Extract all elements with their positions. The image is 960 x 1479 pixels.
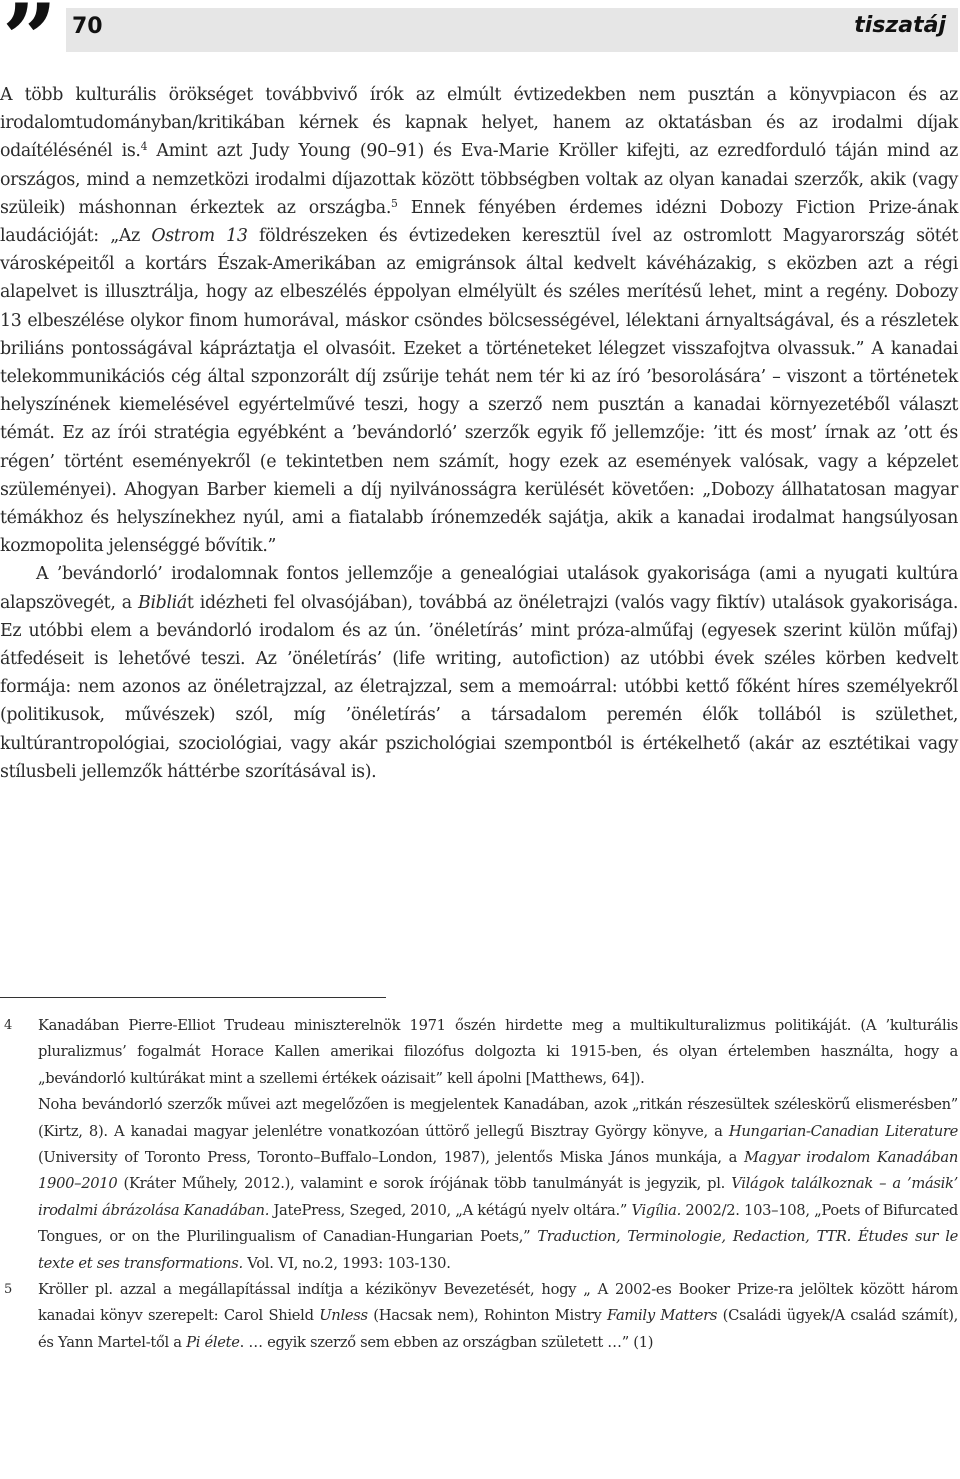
header-bar [66,8,958,52]
italic-title: Traduction, Terminologie, Redaction, TTR. Études sur le texte et ses transformations. [38,1228,958,1272]
paragraph-1 [0,81,958,560]
italic-title: Világok találkoznak – a ’másik’ irodalmi ábrázolása Kanadában. [38,1175,959,1219]
page-number: 70 [72,14,103,39]
italic-title: Magyar irodalom Kanadában 1900–2010 [38,1149,958,1193]
text-run: . … egyik szerző sem ebben az országban született …” (1) [239,1333,654,1351]
text-run: Vol. VI, no.2, 1993: 103-130. [242,1254,451,1272]
text-run: JatePress, Szeged, 2010, „A kétágú nyelv oltára.” [269,1201,632,1219]
text-run: Amint azt Judy Young (90–91) és Eva-Marie Kröller kifejti, az ezredforduló táján mind az országos, mind a nemzetközi irodalmi díjazottak között többségben voltak az olyan kanadai szerzők, akik (vagy szüleik) máshonnan érkeztek az országba. [0,141,958,218]
text-run: A ’bevándorló’ irodalomnak fontos jellemzője a genealógiai utalások gyakorisága (ami a nyugati kultúra alapszövegét, a [0,564,958,613]
main-text [0,81,958,786]
text-run: A több kulturális örökséget továbbvivő írók az elmúlt évtizedekben nem pusztán a könyvpiacon és az irodalomtudományban/kritikában kérnek és kapnak helyet, hanem az oktatásban és az irodalmi díjak odaítélésénél is. [0,85,958,162]
footnote-5 [0,1277,958,1356]
italic-title: Bibliá [138,592,187,613]
text-run: (University of Toronto Press, Toronto–Buffalo–London, 1987), jelentős Miska János munkája, a [38,1149,744,1167]
italic-title: Ostrom 13 [151,226,248,247]
text-run: t idézheti fel olvasójában), továbbá az önéletrajzi (valós vagy fiktív) utalások gyakorisága. Ez utóbbi elem a bevándorló irodalom és az ún. ’önéletírás’ mint próza-alműfaj (egyesek szerint külön műfaj) átfedéseit is lehetővé teszi. Az ’önéletírás’ (life writing, autofiction) az utóbbi évek széles körben kedvelt formája: nem azonos az önéletrajzzal, az életrajzzal, sem a memoárral: utóbbi kettő főként híres személyekről (politikusok, művészek) szól, míg ’önéletírás’ a társadalom peremén élők tollából is születhet, kultúrantropológiai, szociológiai, vagy akár pszichológiai szempontból is értékelhető (akár az esztétikai vagy stílusbeli jellemzők háttérbe szorításával is). [0,592,958,782]
paragraph-2 [0,560,958,786]
text-run: földrészeken és évtizedeken keresztül ível az ostromlott Magyarország sötét városképeitől a kortárs Észak-Amerikában az emigránsok által kedvelt kávéházakig, s eközben azt a régi alapelvet is illusztrálja, hogy az elbeszélés éppolyan elmélyült és széles merítésű lehet, mint a regény. Dobozy 13 elbeszélése olykor finom humorával, máskor csöndes bölcsességével, lélektani árnyaltságával, és a részletek briliáns pontosságával kápráztatja el olvasóit. Ezeket a történeteket lélegzet visszafojtva olvassuk.” A kanadai telekommunikációs cég által szponzorált díj zsűrije tehát nem tér ki az író ’besorolására’ – viszont a történetek helyszínének kiemelésével egyértelművé teszi, hogy a szerző nem pusztán a kanadai környezetéből választ témát. Ez az írói stratégia egyébként a ’bevándorló’ szerzők egyik fő jellemzője: ’itt és most’ írnak az ’ott és régen’ történt eseményekről (e tekintetben nem számít, hogy ezek az események valósak, vagy a képzelet szüleményei). Ahogyan Barber kiemeli a díj nyilvánosságra kerülését követően: „Dobozy állhatatosan magyar témákhoz és helyszínekhez nyúl, ami a fiatalabb írónemzedék sajátja, akik a kanadai irodalmat hangsúlyosan kozmopolita jelenséggé bővítik.” [0,226,958,557]
text-run: Kanadában Pierre-Elliot Trudeau miniszterelnök 1971 őszén hirdette meg a multikulturalizmus politikáját. (A ’kulturális pluralizmus’ fogalmát Horace Kallen amerikai filozófus dolgozta ki 1915-ben, és olyan értelemben használta, hogy a „bevándorló kultúrákat mint a szellemi értékek oázisait” kell ápolni [Matthews, 64]). [38,1017,958,1087]
text-run: (Hacsak nem), Rohinton Mistry [367,1307,608,1325]
footnote-4-text-b [38,1092,958,1277]
page-header [0,0,960,96]
italic-title: Vigília. [631,1201,682,1219]
italic-title: Hungarian-Canadian Literature [728,1122,958,1140]
footnote-ref-4[interactable]: 4 [140,140,148,154]
footnotes [0,1013,958,1356]
footnote-5-text [38,1277,958,1356]
italic-title: Unless [319,1307,368,1325]
text-run: Kröller pl. azzal a megállapítással indítja a kézikönyv Bevezetését, hogy „ A 2002-es Booker Prize-ra jelöltek között három kanadai könyv szerepelt: Carol Shield [38,1281,958,1325]
footnote-divider [0,997,386,998]
text-run: Noha bevándorló szerzők művei azt megelőzően is megjelentek Kanadában, azok „ritkán részesültek széleskörű elismerésben” (Kirtz, 8). A kanadai magyar jelenlétre vonatkozóan úttörő jellegű Bisztray György könyve, a [38,1096,958,1140]
footnote-number: 4 [4,1018,12,1033]
text-run: (Családi ügyek/A család számít), és Yann Martel-től a [38,1307,959,1351]
decorative-quote-icon: ” [2,0,58,96]
text-run: Ennek fényében érdemes idézni Dobozy Fiction Prize-ának laudációját: „Az [0,197,959,247]
journal-title: tiszatáj [854,13,946,38]
text-run: 2002/2. 103–108, „Poets of Bifurcated Tongues, or on the Plurilingualism of Canadian-Hungarian Poets,” [38,1201,958,1246]
footnote-4 [0,1013,958,1277]
text-run: (Kráter Műhely, 2012.), valamint e sorok írójának több tanulmányát is jegyzik, pl. [117,1175,732,1193]
footnote-number: 5 [4,1282,12,1298]
italic-title: Family Matters [607,1307,718,1325]
italic-title: Pi élete [186,1333,240,1351]
footnote-ref-5[interactable]: 5 [391,196,398,210]
footnote-4-text-a [38,1013,958,1092]
